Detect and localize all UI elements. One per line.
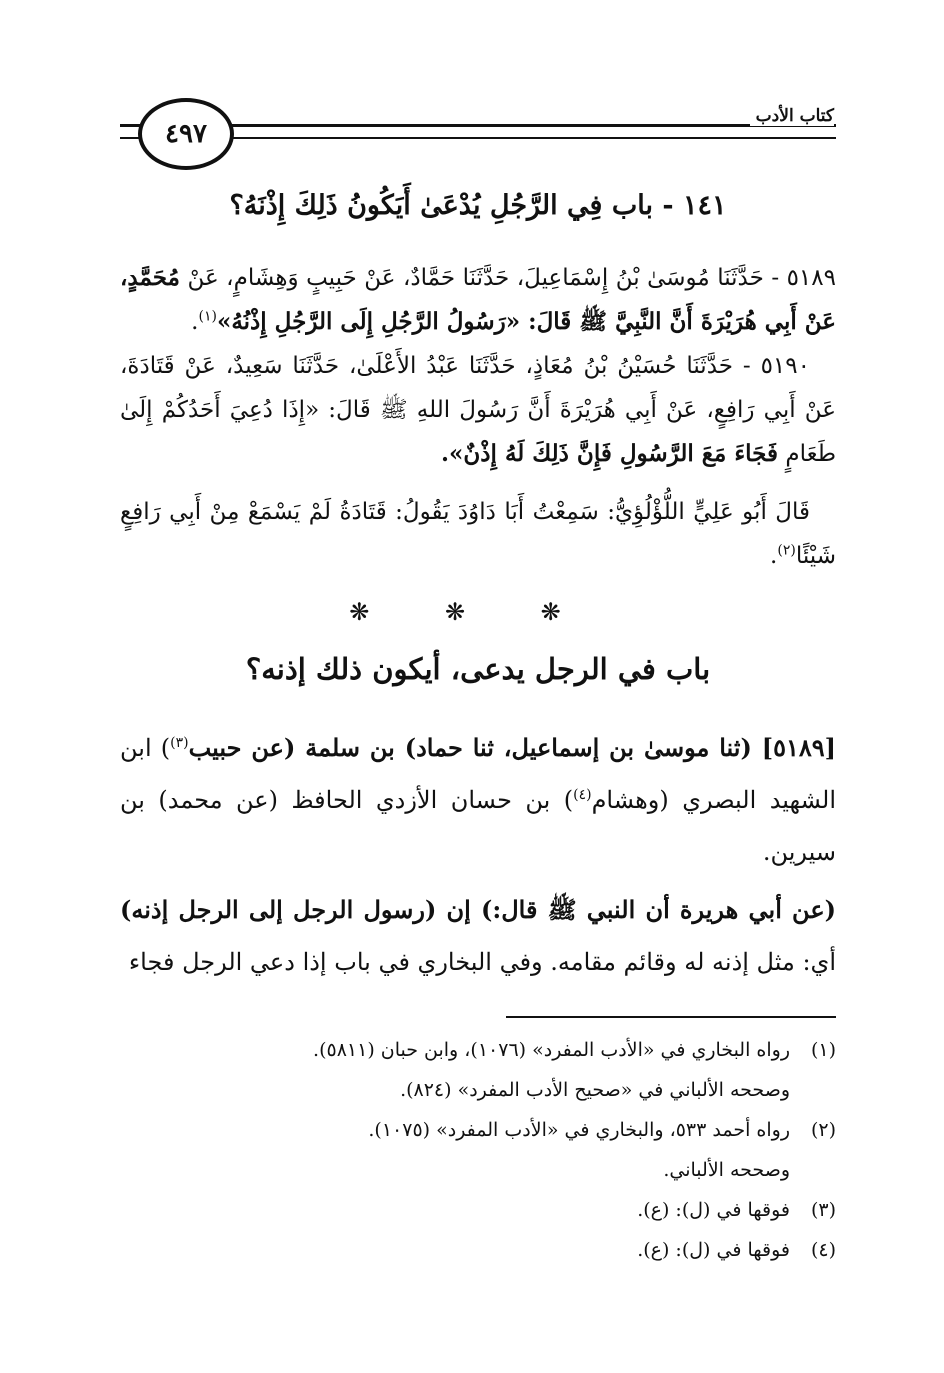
- hadith-5190-line1: ٥١٩٠ - حَدَّثَنَا حُسَيْنُ بْنُ مُعَاذٍ، حَدَّثَنَا عَبْدُ الأَعْلَىٰ، حَدَّثَنَا سَعِيدٌ، عَنْ قَتَادَةَ،: [120, 353, 810, 379]
- commentary-p1-c: ) بن حسان الأزدي الحافظ (عن محمد) بن سيرين.: [120, 786, 836, 866]
- footnote-2: [120, 1110, 836, 1150]
- footnote-1: [120, 1030, 836, 1070]
- chapter-title: ١٤١ - باب فِي الرَّجُلِ يُدْعَىٰ أَيَكُونُ ذَلِكَ إِذْنَهُ؟: [229, 190, 727, 221]
- hadith-5190: [120, 344, 836, 476]
- footnote-rule: [506, 1016, 836, 1018]
- page-number: ٤٩٧: [138, 98, 234, 170]
- footnote-text: فوقها في (ل): (ع).: [637, 1239, 790, 1261]
- commentary-p1-b: ) ابن الشهيد البصري (وهشام: [120, 734, 836, 814]
- commentary-paragraph-1: [120, 722, 836, 878]
- hadith-5189: [120, 256, 836, 344]
- footnote-ref-3[interactable]: (٣): [170, 735, 189, 751]
- commentary-p1-a: [٥١٨٩] (ثنا موسىٰ بن إسماعيل، ثنا حماد) بن سلمة (عن حبيب: [188, 733, 836, 762]
- footnote-3: [120, 1190, 836, 1230]
- commentary-paragraph-2: [120, 884, 836, 988]
- footnote-ref-4[interactable]: (٤): [573, 787, 592, 803]
- footnote-number: (٣): [810, 1199, 836, 1221]
- commentary-section: [120, 722, 836, 988]
- footnote-number: (١): [810, 1039, 836, 1061]
- footnote-number: (٢): [810, 1119, 836, 1141]
- hadith-5190-line2: عَنْ أَبِي رَافِعٍ، عَنْ أَبِي هُرَيْرَةَ أَنَّ رَسُولَ اللهِ ﷺ قَالَ: «إِذَا دُعِيَ أَحَدُكُمْ إِلَىٰ طَعَامٍ: [120, 397, 836, 467]
- commentary-p2-a: (عن أبي هريرة أن النبي ﷺ قال:) إن (رسول الرجل إلى الرجل إذنه): [120, 895, 836, 924]
- hadith-5189-end: .: [191, 309, 199, 335]
- lulu-note-text: قَالَ أَبُو عَلِيٍّ اللُّؤْلُؤِيُّ: سَمِعْتُ أَبَا دَاوُدَ يَقُولُ: قَتَادَةُ لَمْ يَسْمَعْ مِنْ أَبِي رَافِعٍ شَيْئًا: [120, 499, 836, 569]
- section-separator: ❋ ❋ ❋: [349, 598, 595, 626]
- lulu-note: [120, 490, 836, 578]
- hadith-5189-line1: ٥١٨٩ - حَدَّثَنَا مُوسَىٰ بْنُ إِسْمَاعِيلَ، حَدَّثَنَا حَمَّادٌ، عَنْ حَبِيبٍ وَهِشَامٍ، عَنْ: [187, 265, 836, 291]
- footnote-2-continuation: وصححه الألباني.: [663, 1159, 790, 1181]
- lulu-note-end: .: [770, 543, 778, 569]
- footnote-text: رواه أحمد ٥٣٣، والبخاري في «الأدب المفرد» (١٠٧٥).: [368, 1119, 790, 1141]
- commentary-title: باب في الرجل يدعى، أيكون ذلك إذنه؟: [245, 652, 711, 686]
- footnote-4: [120, 1230, 836, 1270]
- hadith-section: [120, 256, 836, 578]
- footnote-1-continuation: وصححه الألباني في «صحيح الأدب المفرد» (٨٢٤).: [400, 1079, 790, 1101]
- commentary-p2-b: أي: مثل إذنه له وقائم مقامه. وفي البخاري في باب إذا دعي الرجل فجاء: [128, 948, 836, 976]
- hadith-5190-line3: فَجَاءَ مَعَ الرَّسُولِ فَإِنَّ ذَلِكَ لَهُ إِذْنٌ».: [441, 440, 779, 467]
- footnote-text: فوقها في (ل): (ع).: [637, 1199, 790, 1221]
- footnote-ref-1[interactable]: (١): [198, 308, 217, 325]
- footnote-text: رواه البخاري في «الأدب المفرد» (١٠٧٦)، وابن حبان (٥٨١١).: [313, 1039, 790, 1061]
- hadith-5189-line2: مُحَمَّدٍ، عَنْ أَبِي هُرَيْرَةَ أَنَّ النَّبِيَّ ﷺ قَالَ: «رَسُولُ الرَّجُلِ إِلَى الرَّجُلِ إِذْنُهُ»: [120, 264, 836, 335]
- footnote-number: (٤): [810, 1239, 836, 1261]
- footnotes: [120, 1030, 836, 1270]
- footnote-ref-2[interactable]: (٢): [777, 542, 796, 559]
- running-head: كتاب الأدب: [750, 106, 834, 126]
